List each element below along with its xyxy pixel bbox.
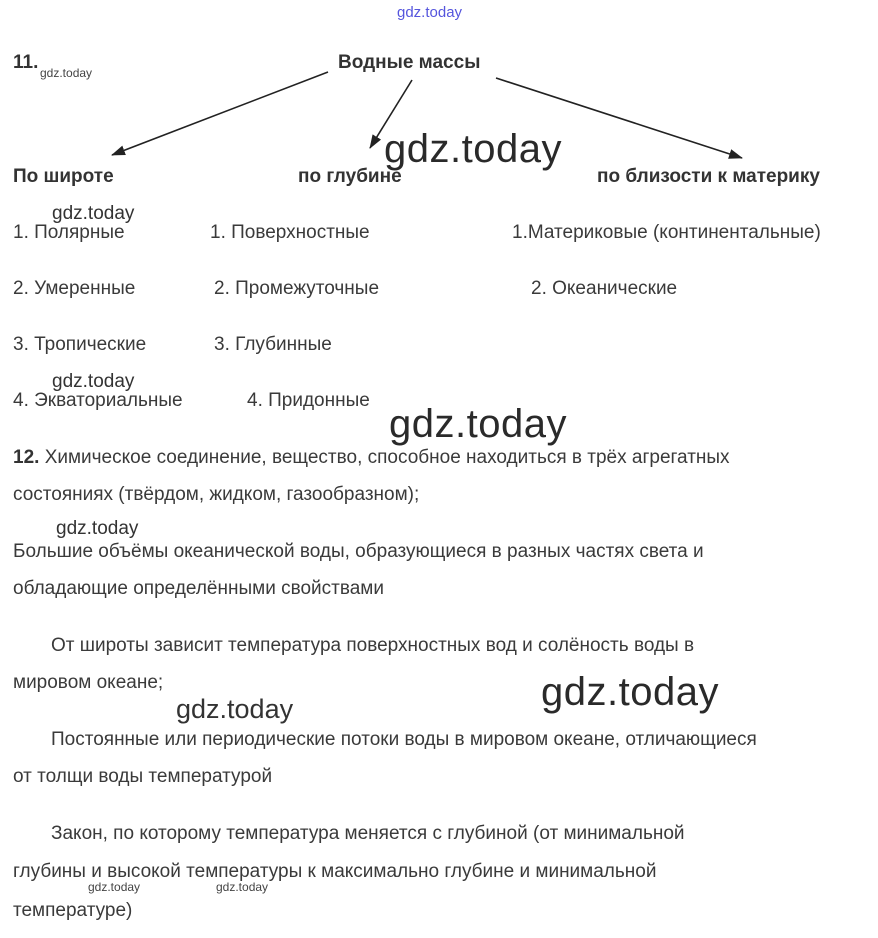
watermark-large: gdz.today — [541, 670, 719, 714]
watermark-small: gdz.today — [88, 880, 141, 894]
task-11-number: 11. — [13, 52, 39, 73]
task-12-number: 12. — [13, 447, 40, 468]
watermark-small: gdz.today — [216, 880, 269, 894]
task-12-paragraph-1-line-2: состояниях (твёрдом, жидком, газообразном); — [13, 484, 420, 505]
task-12-paragraph-3-line-2: мировом океане; — [13, 672, 164, 693]
watermark-small: gdz.today — [52, 203, 135, 224]
task-12-paragraph-2-line-1: Большие объёмы океанической воды, образующиеся в разных частях света и — [13, 541, 704, 562]
watermark-medium: gdz.today — [176, 694, 294, 724]
task-12-paragraph-2-line-2: обладающие определёнными свойствами — [13, 578, 384, 599]
list-item: 2. Океанические — [531, 278, 678, 299]
arrow-to-proximity — [496, 78, 742, 158]
list-item: 2. Умеренные — [13, 278, 136, 299]
list-item: 3. Глубинные — [214, 334, 332, 355]
arrow-to-depth — [370, 80, 412, 148]
watermark-small: gdz.today — [56, 518, 139, 539]
task-12-paragraph-5-line-2: глубины и высокой температуры к максимально глубине и минимальной — [13, 861, 657, 882]
branch-heading-latitude: По широте — [13, 166, 114, 187]
watermark-large: gdz.today — [389, 402, 567, 446]
watermark-large: gdz.today — [384, 127, 562, 171]
list-item: 1. Полярные — [13, 222, 125, 243]
task-12-paragraph-4-line-1: Постоянные или периодические потоки воды в мировом океане, отличающиеся — [51, 729, 757, 750]
list-item: 4. Экваториальные — [13, 390, 183, 411]
task-12-paragraph-5-line-3: температуре) — [13, 900, 133, 921]
arrow-to-latitude — [112, 72, 328, 155]
branch-heading-depth: по глубине — [298, 166, 402, 187]
list-item: 2. Промежуточные — [214, 278, 380, 299]
task-12-paragraph-4-line-2: от толщи воды температурой — [13, 766, 273, 787]
task-12-paragraph-1-line-1: 12. Химическое соединение, вещество, способное находиться в трёх агрегатных — [13, 447, 730, 468]
list-item: 3. Тропические — [13, 334, 147, 355]
list-item: 4. Придонные — [247, 390, 370, 411]
diagram-root-title: Водные массы — [338, 52, 481, 73]
watermark-small: gdz.today — [40, 66, 93, 80]
watermark-small: gdz.today — [52, 371, 135, 392]
task-12-paragraph-3-line-1: От широты зависит температура поверхностных вод и солёность воды в — [51, 635, 695, 656]
list-item: 1.Материковые (континентальные) — [512, 222, 821, 243]
watermark-top: gdz.today — [397, 4, 463, 21]
branch-heading-proximity: по близости к материку — [597, 166, 820, 187]
list-item: 1. Поверхностные — [210, 222, 370, 243]
task-12-paragraph-5-line-1: Закон, по которому температура меняется с глубиной (от минимальной — [51, 823, 685, 844]
